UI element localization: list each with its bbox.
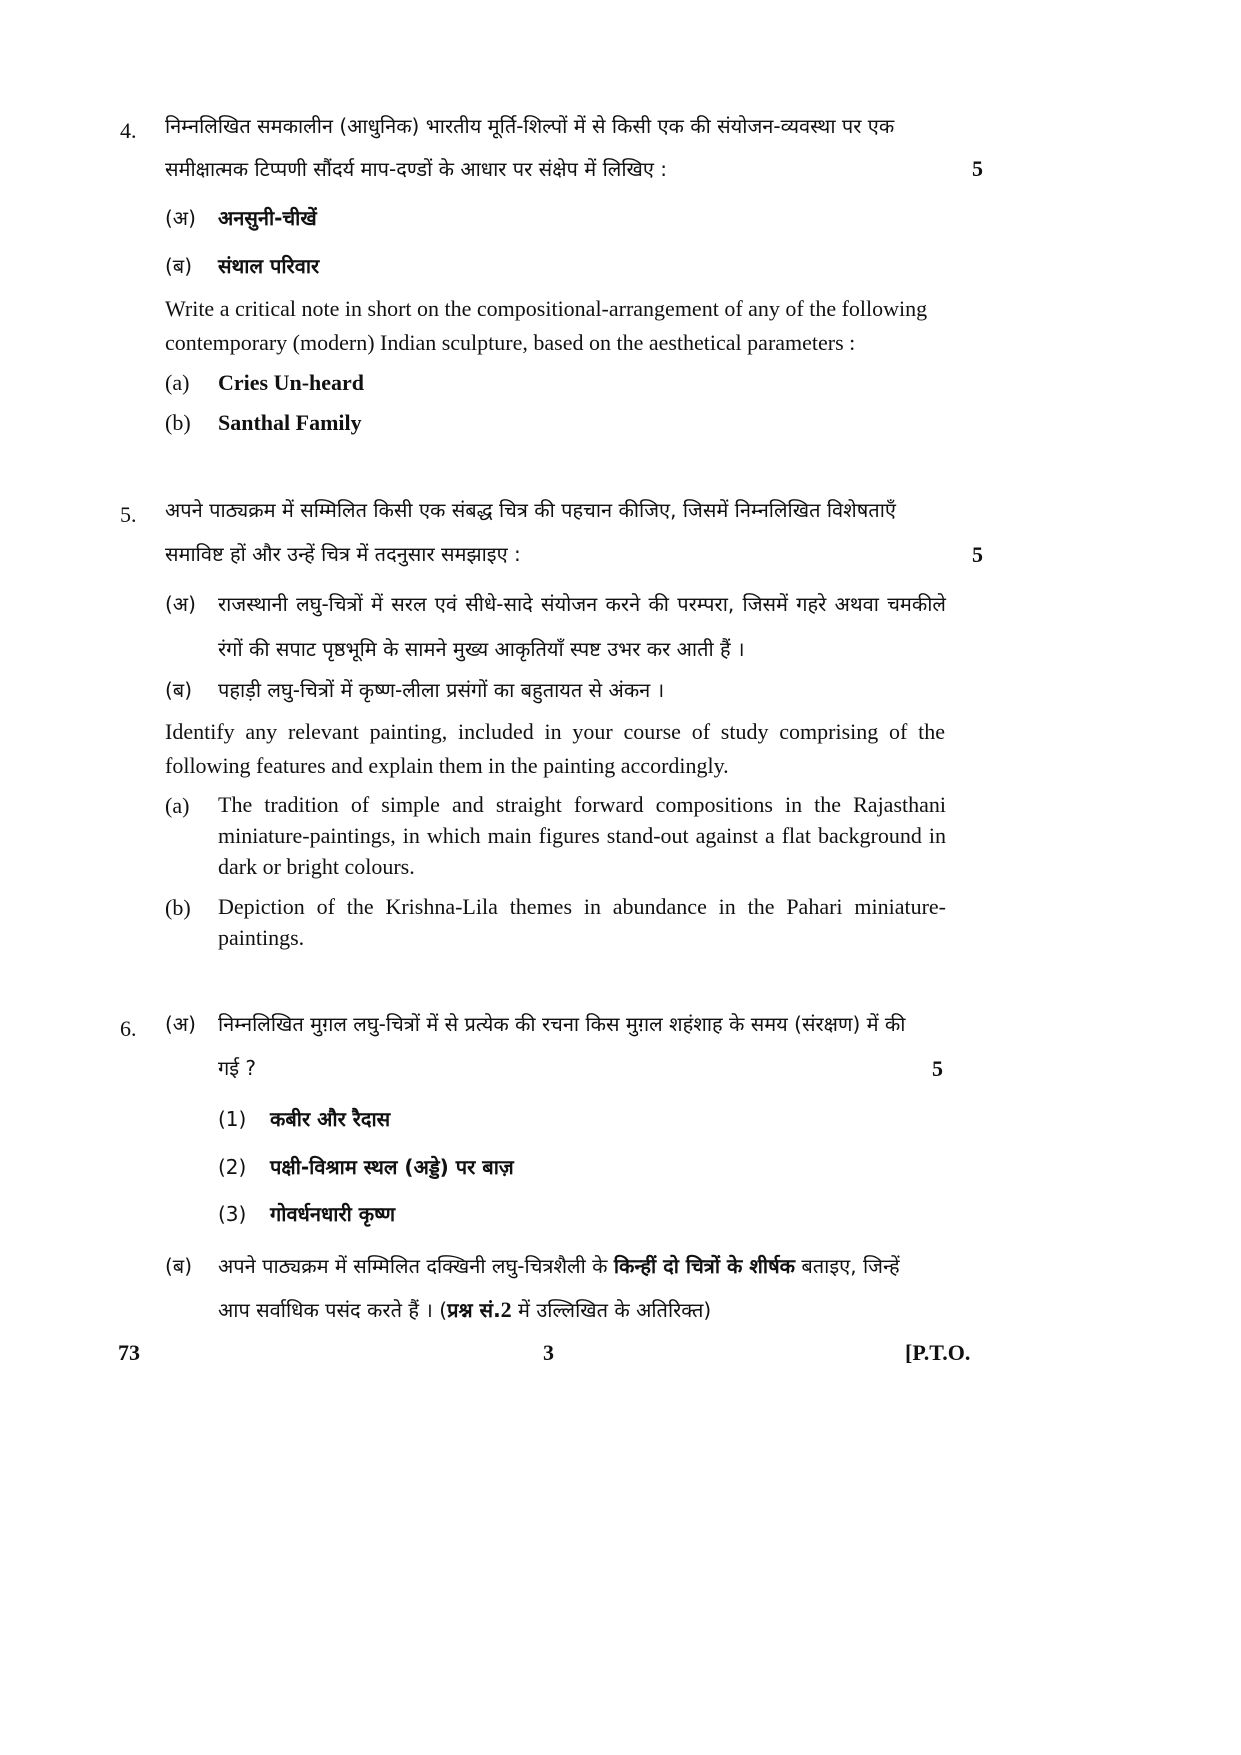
q5-hindi-option-b: पहाड़ी लघु-चित्रों में कृष्ण-लीला प्रसंगों का बहुतायत से अंकन । [218,678,665,702]
q5-hindi-line2: समाविष्ट हों और उन्हें चित्र में तदनुसार समझाइए : [165,542,521,566]
footer-paper-code: 73 [118,1340,140,1365]
q6-number: 6. [120,1016,137,1041]
q6-item-3: गोवर्धनधारी कृष्ण [270,1202,396,1226]
q4-hindi-option-b: संथाल परिवार [218,254,320,278]
q4-number: 4. [120,118,137,143]
q5-english-option-a: The tradition of simple and straight forward compositions in the Rajasthani miniature-paintings, in which main figures stand-out against a flat background in dark or bright colours. [218,792,946,879]
q6-item-3-label: (3) [218,1202,247,1226]
q5-english-option-b-label: (b) [165,895,191,920]
q5-marks: 5 [972,542,983,567]
q6-part-a-marks: 5 [932,1056,943,1081]
q6-part-a-label: (अ) [165,1012,196,1036]
q4-english-option-a-label: (a) [165,370,190,395]
q4-english-text: Write a critical note in short on the compositional-arrangement of any of the following contemporary (modern) Indian sculpture, based on the aesthetical parameters : [165,296,928,355]
q6-part-b-label: (ब) [165,1254,193,1278]
q4-hindi-option-b-label: (ब) [165,254,193,278]
q4-hindi-line2: समीक्षात्मक टिप्पणी सौंदर्य माप-दण्डों के आधार पर संक्षेप में लिखिए : [165,157,668,181]
q4-hindi-line1: निम्नलिखित समकालीन (आधुनिक) भारतीय मूर्ति-शिल्पों में से किसी एक की संयोजन-व्यवस्था पर एक [165,114,895,138]
q6-part-b-line1-pre: अपने पाठ्यक्रम में सम्मिलित दक्खिनी लघु-चित्रशैली के [218,1254,614,1278]
footer-page-number: 3 [543,1340,554,1365]
q6-part-b-line1-bold: किन्हीं दो चित्रों के शीर्षक [613,1254,795,1278]
q6-item-1-label: (1) [218,1107,247,1131]
q6-part-b-line2-pre: आप सर्वाधिक पसंद करते हैं । ( [218,1298,448,1322]
q6-part-b-line2-post: में उल्लिखित के अतिरिक्त) [511,1298,712,1322]
footer-pto: [P.T.O. [905,1340,971,1365]
q6-item-1: कबीर और रैदास [270,1107,391,1131]
q6-part-a-line1: निम्नलिखित मुग़ल लघु-चित्रों में से प्रत्येक की रचना किस मुग़ल शहंशाह के समय (संरक्षण) में की [218,1012,906,1036]
q4-hindi-option-a-label: (अ) [165,206,196,230]
q6-item-2-label: (2) [218,1155,247,1179]
q4-english-option-b: Santhal Family [218,410,362,435]
q5-number: 5. [120,502,137,527]
q5-english-option-a-label: (a) [165,793,190,818]
q6-part-b-line2 [218,1287,958,1333]
q4-marks: 5 [972,156,983,181]
q5-hindi-option-a: राजस्थानी लघु-चित्रों में सरल एवं सीधे-सादे संयोजन करने की परम्परा, जिसमें गहरे अथवा चमकीले रंगों की सपाट पृष्ठभूमि के सामने मुख्य आकृतियाँ स्पष्ट उभर कर आती हैं । [218,592,946,661]
q6-part-b-line1 [218,1244,958,1289]
q5-hindi-option-b-label: (ब) [165,678,193,702]
q6-part-b-line1-post: बताइए, जिन्हें [795,1254,900,1278]
q6-part-a-line2: गई ? [218,1056,257,1080]
q6-item-2: पक्षी-विश्राम स्थल (अड्डे) पर बाज़ [270,1155,514,1179]
q4-hindi-option-a: अनसुनी-चीखें [218,206,317,230]
q5-hindi-line1: अपने पाठ्यक्रम में सम्मिलित किसी एक संबद्ध चित्र की पहचान कीजिए, जिसमें निम्नलिखित विशेषताएँ [165,498,896,522]
q4-english-option-a: Cries Un-heard [218,370,365,395]
q5-english-option-b: Depiction of the Krishna-Lila themes in abundance in the Pahari miniature-paintings. [218,894,946,950]
q5-english-text: Identify any relevant painting, included in your course of study comprising of the following features and explain them in the painting accordingly. [165,719,945,778]
q6-part-b-line2-num: 2 [500,1297,512,1322]
q4-english-option-b-label: (b) [165,410,191,435]
q6-part-b-line2-bold: प्रश्न सं. [447,1298,501,1322]
q5-hindi-option-a-label: (अ) [165,592,196,616]
